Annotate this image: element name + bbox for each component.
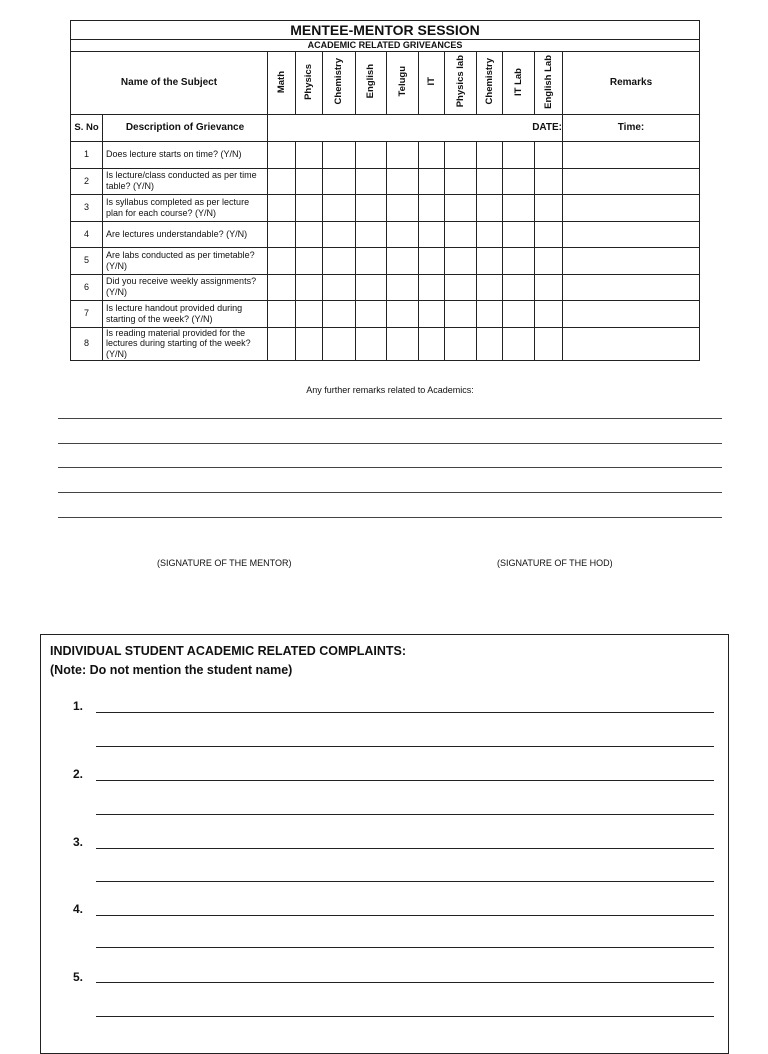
complaint-line[interactable] [96,780,714,781]
answer-cell[interactable] [296,195,323,222]
serial-number-label: S. No [71,115,103,142]
answer-cell[interactable] [387,221,419,248]
remarks-cell[interactable] [563,301,700,328]
answer-cell[interactable] [268,248,296,275]
answer-cell[interactable] [356,195,387,222]
subject-header [419,52,445,115]
answer-cell[interactable] [477,301,503,328]
remarks-cell[interactable] [563,327,700,360]
complaint-line[interactable] [96,1016,714,1017]
row-number: 7 [71,301,103,328]
grievance-rows [71,142,700,361]
grievance-row [71,327,700,360]
grievance-question: Is syllabus completed as per lecture plan for each course? (Y/N) [103,195,268,222]
answer-cell[interactable] [296,142,323,169]
complaints-heading [50,642,406,680]
answer-cell[interactable] [477,142,503,169]
time-field-label: Time: [563,115,700,142]
answer-cell[interactable] [477,248,503,275]
answer-cell[interactable] [387,248,419,275]
grievance-row [71,195,700,222]
grievance-question: Is lecture handout provided during starting of the week? (Y/N) [103,301,268,328]
subject-header [445,52,477,115]
complaint-number: 4. [73,902,84,916]
answer-cell[interactable] [503,301,535,328]
answer-cell[interactable] [268,142,296,169]
grievance-question: Are labs conducted as per timetable? (Y/N) [103,248,268,275]
answer-cell[interactable] [419,221,445,248]
answer-cell[interactable] [323,221,356,248]
date-field-label: DATE: [268,115,563,142]
grievance-question: Is reading material provided for the lectures during starting of the week? (Y/N) [103,327,268,360]
answer-cell[interactable] [296,327,323,360]
answer-cell[interactable] [419,195,445,222]
answer-cell[interactable] [268,221,296,248]
hod-signature-label: (SIGNATURE OF THE HOD) [497,558,613,568]
complaint-line[interactable] [96,881,714,882]
answer-cell[interactable] [535,168,563,195]
remarks-cell[interactable] [563,142,700,169]
subject-name: Physics [303,63,315,100]
subject-header [387,52,419,115]
answer-cell[interactable] [268,327,296,360]
row-number: 4 [71,221,103,248]
answer-cell[interactable] [503,221,535,248]
answer-cell[interactable] [356,168,387,195]
answer-cell[interactable] [268,274,296,301]
subject-name: Telugu [396,66,408,97]
answer-cell[interactable] [477,274,503,301]
answer-cell[interactable] [323,327,356,360]
remarks-cell[interactable] [563,248,700,275]
answer-cell[interactable] [419,301,445,328]
remarks-cell[interactable] [563,221,700,248]
grievance-row [71,274,700,301]
grievance-question: Does lecture starts on time? (Y/N) [103,142,268,169]
subject-name: IT [425,77,437,86]
answer-cell[interactable] [296,301,323,328]
answer-cell[interactable] [445,274,477,301]
remarks-line[interactable] [58,492,722,493]
subject-header [323,52,356,115]
subject-header [477,52,503,115]
answer-cell[interactable] [356,301,387,328]
row-number: 5 [71,248,103,275]
complaint-number: 2. [73,767,84,781]
complaint-line[interactable] [96,746,714,747]
answer-cell[interactable] [419,327,445,360]
grievance-row [71,142,700,169]
grievance-row [71,248,700,275]
remarks-line[interactable] [58,418,722,419]
row-number: 8 [71,327,103,360]
subject-header [503,52,535,115]
answer-cell[interactable] [356,221,387,248]
row-number: 2 [71,168,103,195]
answer-cell[interactable] [296,248,323,275]
form-title: MENTEE-MENTOR SESSION [71,21,700,40]
answer-cell[interactable] [445,168,477,195]
answer-cell[interactable] [535,301,563,328]
complaint-number: 5. [73,970,84,984]
answer-cell[interactable] [419,274,445,301]
answer-cell[interactable] [387,195,419,222]
row-number: 6 [71,274,103,301]
complaint-number: 1. [73,699,84,713]
answer-cell[interactable] [445,301,477,328]
answer-cell[interactable] [477,195,503,222]
answer-cell[interactable] [535,327,563,360]
subject-name: English Lab [542,54,554,109]
answer-cell[interactable] [503,142,535,169]
grievance-row [71,301,700,328]
complaint-line[interactable] [96,712,714,713]
answer-cell[interactable] [445,327,477,360]
remarks-line[interactable] [58,467,722,468]
subject-name: Chemistry [333,58,345,105]
answer-cell[interactable] [387,274,419,301]
description-column-label: Description of Grievance [103,115,268,142]
grievance-question: Is lecture/class conducted as per time table? (Y/N) [103,168,268,195]
grievance-row [71,221,700,248]
answer-cell[interactable] [419,168,445,195]
subject-name: Physics lab [454,55,466,108]
subject-header [356,52,387,115]
answer-cell[interactable] [323,301,356,328]
complaint-line[interactable] [96,947,714,948]
answer-cell[interactable] [268,168,296,195]
answer-cell[interactable] [445,142,477,169]
answer-cell[interactable] [268,301,296,328]
answer-cell[interactable] [503,327,535,360]
answer-cell[interactable] [296,221,323,248]
mentor-signature-label: (SIGNATURE OF THE MENTOR) [157,558,292,568]
form-subtitle: ACADEMIC RELATED GRIVEANCES [71,40,700,52]
answer-cell[interactable] [356,274,387,301]
answer-cell[interactable] [503,168,535,195]
answer-cell[interactable] [535,195,563,222]
complaints-title: INDIVIDUAL STUDENT ACADEMIC RELATED COMPLAINTS: [50,644,407,658]
remarks-column-label: Remarks [563,52,700,115]
remarks-line[interactable] [58,517,722,518]
subject-header [296,52,323,115]
answer-cell[interactable] [296,274,323,301]
complaint-line[interactable] [96,814,714,815]
subject-name: IT Lab [512,67,524,96]
answer-cell[interactable] [387,327,419,360]
answer-cell[interactable] [445,195,477,222]
remarks-cell[interactable] [563,195,700,222]
subject-name: Chemistry [483,58,495,105]
answer-cell[interactable] [323,274,356,301]
answer-cell[interactable] [387,142,419,169]
row-number: 3 [71,195,103,222]
answer-cell[interactable] [296,168,323,195]
remarks-cell[interactable] [563,168,700,195]
answer-cell[interactable] [419,248,445,275]
answer-cell[interactable] [323,195,356,222]
answer-cell[interactable] [419,142,445,169]
subject-name: English [365,64,377,99]
subject-header [535,52,563,115]
answer-cell[interactable] [356,248,387,275]
answer-cell[interactable] [387,301,419,328]
answer-cell[interactable] [445,248,477,275]
grievance-question: Did you receive weekly assignments? (Y/N) [103,274,268,301]
further-remarks-label: Any further remarks related to Academics: [306,385,474,395]
answer-cell[interactable] [535,221,563,248]
answer-cell[interactable] [477,168,503,195]
answer-cell[interactable] [323,168,356,195]
subject-header [268,52,296,115]
complaint-line[interactable] [96,915,714,916]
grievance-table [70,20,700,361]
answer-cell[interactable] [387,168,419,195]
answer-cell[interactable] [503,195,535,222]
answer-cell[interactable] [356,142,387,169]
answer-cell[interactable] [535,248,563,275]
complaint-number: 3. [73,835,84,849]
answer-cell[interactable] [477,327,503,360]
answer-cell[interactable] [503,248,535,275]
grievance-row [71,168,700,195]
answer-cell[interactable] [535,274,563,301]
answer-cell[interactable] [535,142,563,169]
complaints-section [40,634,729,1054]
complaint-line[interactable] [96,848,714,849]
answer-cell[interactable] [503,274,535,301]
complaint-line[interactable] [96,982,714,983]
answer-cell[interactable] [323,248,356,275]
answer-cell[interactable] [323,142,356,169]
answer-cell[interactable] [356,327,387,360]
answer-cell[interactable] [445,221,477,248]
remarks-line[interactable] [58,443,722,444]
grievance-question: Are lectures understandable? (Y/N) [103,221,268,248]
row-number: 1 [71,142,103,169]
subject-name: Math [275,70,287,93]
remarks-cell[interactable] [563,274,700,301]
subject-column-label: Name of the Subject [71,52,268,115]
complaints-note: (Note: Do not mention the student name) [50,663,293,677]
answer-cell[interactable] [477,221,503,248]
answer-cell[interactable] [268,195,296,222]
